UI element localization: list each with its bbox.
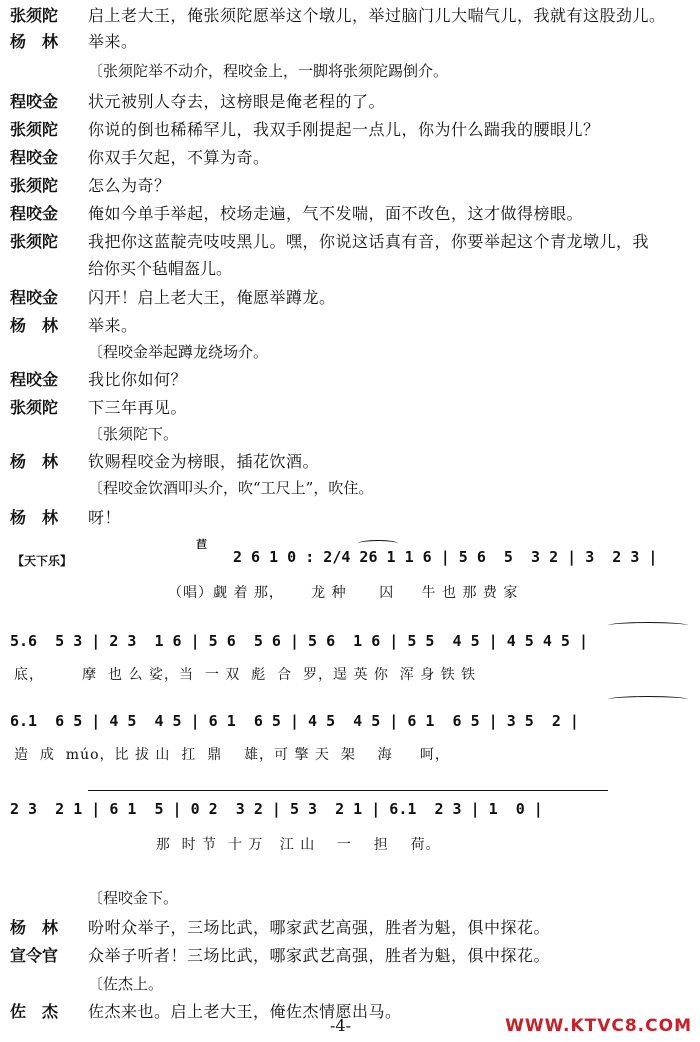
lyrics-row: （唱）觑 着 那， 龙 种 囚 牛 也 那 费 家 xyxy=(168,585,519,601)
stage-direction: 〔程咬金举起蹲龙绕场介。 xyxy=(88,342,269,361)
speaker: 杨 林 xyxy=(10,31,59,51)
speaker: 程咬金 xyxy=(10,203,59,223)
line-text: 吩咐众举子，三场比武，哪家武艺高强，胜者为魁，俱中探花。 xyxy=(88,917,551,937)
speaker: 程咬金 xyxy=(10,147,59,167)
stage-direction: 〔佐杰上。 xyxy=(88,974,164,993)
speaker: 杨 林 xyxy=(10,507,59,527)
stage-direction: 〔张须陀举不动介，程咬金上，一脚将张须陀踢倒介。 xyxy=(88,61,449,80)
dialogue-line xyxy=(10,310,694,338)
speaker: 杨 林 xyxy=(10,315,59,335)
tune-label: 【天下乐】 xyxy=(12,554,73,568)
dialogue-line xyxy=(10,198,694,226)
dialogue-line xyxy=(10,142,694,170)
dialogue-line xyxy=(10,86,694,114)
tie-line xyxy=(88,790,608,791)
speaker: 张须陀 xyxy=(10,231,59,251)
stage-direction: 〔张须陀下。 xyxy=(88,424,179,443)
notation-row: 2 3 2 1 | 6 1 5 | 0 2 3 2 | 5 3 2 1 | 6.1 2 3 | 1 0 | xyxy=(10,800,543,818)
page-number: -4- xyxy=(330,1016,351,1035)
line-text: 我把你这蓝靛壳吱吱黑儿。嘿，你说这话真有音，你要举起这个青龙墩儿，我 xyxy=(88,231,650,251)
speaker: 杨 林 xyxy=(10,451,59,471)
lyrics-row: 底， 摩 也 么 娑，当 一 双 彪 合 罗，逞 英 你 浑 身 铁 铁 xyxy=(14,667,477,683)
speaker: 程咬金 xyxy=(10,287,59,307)
dialogue-line xyxy=(10,170,694,198)
notation-row: 6.1 6 5 | 4 5 4 5 | 6 1 6 5 | 4 5 4 5 | 6 1 6 5 | 3 5 2 | xyxy=(10,712,579,730)
dialogue-line xyxy=(10,114,694,142)
tempo-mark: 苣 xyxy=(196,538,207,551)
dialogue-line xyxy=(10,364,694,392)
dialogue-line xyxy=(10,392,694,420)
speaker: 佐 杰 xyxy=(10,1001,59,1021)
watermark: WWW.KTVC8.COM xyxy=(505,1016,692,1036)
speaker: 张须陀 xyxy=(10,119,59,139)
line-text: 你双手欠起，不算为奇。 xyxy=(88,147,270,167)
line-text: 俺如今单手举起，校场走遍，气不发喘，面不改色，这才做得榜眼。 xyxy=(88,203,584,223)
line-text: 状元被别人夺去，这榜眼是俺老程的了。 xyxy=(88,91,386,111)
line-text: 启上老大王，俺张须陀愿举这个墩儿，举过脑门儿大喘气儿，我就有这股劲儿。 xyxy=(88,5,666,25)
line-text: 下三年再见。 xyxy=(88,397,188,417)
dialogue-line xyxy=(10,226,694,254)
line-text: 我比你如何？ xyxy=(88,369,188,389)
speaker: 宣令官 xyxy=(10,945,59,965)
line-text: 佐杰来也。启上老大王，俺佐杰情愿出马。 xyxy=(88,1001,402,1021)
stage-direction: 〔程咬金下。 xyxy=(88,888,179,907)
slur-mark xyxy=(608,622,688,629)
line-text: 钦赐程咬金为榜眼，插花饮酒。 xyxy=(88,451,320,471)
speaker: 张须陀 xyxy=(10,175,59,195)
line-text: 举来。 xyxy=(88,31,138,51)
dialogue-line xyxy=(10,446,694,474)
line-text: 呀！ xyxy=(88,507,122,527)
continued-text: 给你买个毡帽盔儿。 xyxy=(88,258,233,278)
notation-row: 2 6 1 0 : 2/4 26 1 1 6 | 5 6 5 3 2 | 3 2 3 | xyxy=(233,548,658,566)
line-text: 闪开！启上老大王，俺愿举蹲龙。 xyxy=(88,287,336,307)
dialogue-line xyxy=(10,912,694,940)
speaker: 程咬金 xyxy=(10,91,59,111)
line-text: 怎么为奇？ xyxy=(88,175,171,195)
line-text: 你说的倒也稀稀罕儿，我双手刚提起一点儿，你为什么踹我的腰眼儿？ xyxy=(88,119,600,139)
speaker: 张须陀 xyxy=(10,397,59,417)
speaker: 张须陀 xyxy=(10,5,59,25)
lyrics-row: 造 成 múo，比 拔 山 扛 鼎 雄，可 擎 天 架 海 呵， xyxy=(14,747,450,763)
dialogue-line xyxy=(10,502,694,530)
speaker: 程咬金 xyxy=(10,369,59,389)
slur-mark xyxy=(358,540,398,547)
line-text: 众举子听者！三场比武，哪家武艺高强，胜者为魁，俱中探花。 xyxy=(88,945,551,965)
dialogue-line xyxy=(10,940,694,968)
line-text: 举来。 xyxy=(88,315,138,335)
lyrics-row: 那 时 节 十 万 江 山 一 担 荷。 xyxy=(14,837,441,853)
slur-mark xyxy=(608,696,688,703)
stage-direction: 〔程咬金饮酒叩头介，吹“工尺上”，吹住。 xyxy=(88,478,374,497)
dialogue-line xyxy=(10,26,694,54)
dialogue-line xyxy=(10,282,694,310)
notation-row: 5.6 5 3 | 2 3 1 6 | 5 6 5 6 | 5 6 1 6 | 5 5 4 5 | 4 5 4 5 | xyxy=(10,632,588,650)
speaker: 杨 林 xyxy=(10,917,59,937)
dialogue-line xyxy=(10,0,694,28)
